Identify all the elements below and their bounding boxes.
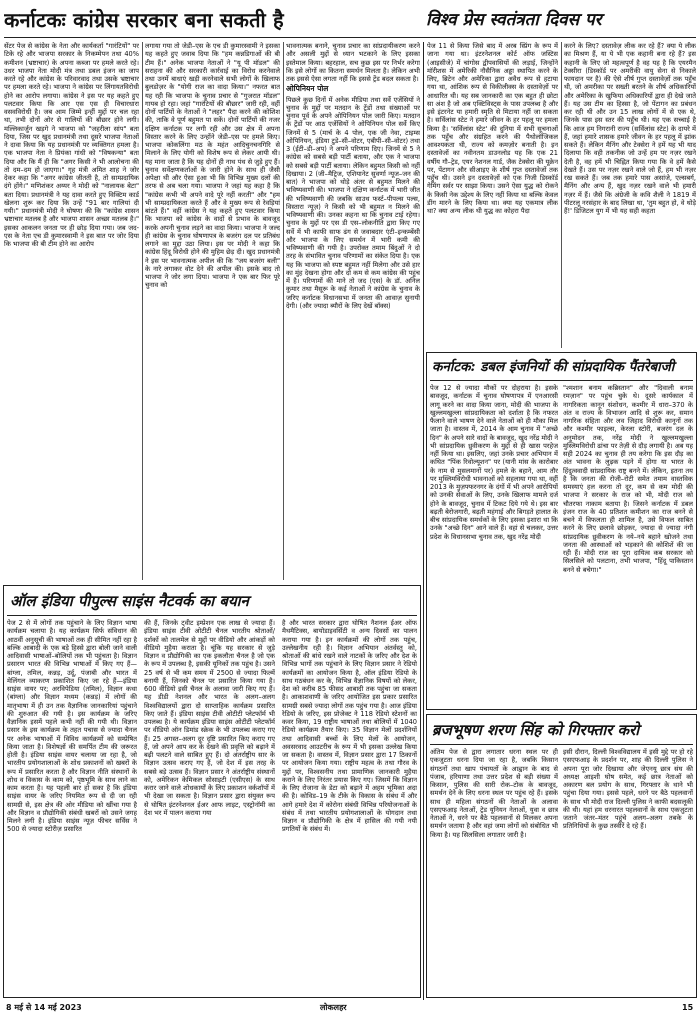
header-rule [4, 37, 696, 38]
science-network-text: पेज 2 से में लोगों तक पहुंचाने के लिए विज्ञान भाषा कार्यक्रम चलाया है। यह कार्यक्रम सिर्फ संविधान की आठवीं अनुसूची की भाषाओं तक ही सीमित नहीं रहा है बल्कि आबादी के एक बड़े हिस्से द्वारा बोली जाने वाली आदिवासी भाषाओं–बोलियों तक भी पहुंचता है। विज्ञान प्रसारण भारत की विभिन्न भाषाओं में किए गए हैं—बांग्ला, तमिल, कन्नड़, उर्दू, पंजाबी और भारत में मेलिंगल व्याकरण प्रकाशित किए जा रहे हैं—इंडिया साइंस वायर पर; अरविपेडिया (तमिल), विज्ञान कथा (बांग्ला) और विज्ञान मध्यम (कन्नड़) में लोगों की मातृभाषा में ही उन तक वैज्ञानिक जानकारियां पहुंचाने की शुरुआत की गयी है। इस कार्यक्रम के जरिए वैज्ञानिक इसमें पहले कभी नहीं की गयी थी। विज्ञान प्रसार के इस कार्यक्रम के तहत पचास से ज्यादा चैनल पर अनेक भाषाओं में विविध कार्यक्रमों को सम्प्रेषित किया जाता है। विशेषज्ञों की समर्पित टीम की जरूरत होती है। इंडिया साइंस वायर चलाया जा रहा है, जो भारतीय प्रयोगशालाओं के शोध प्रकाशनों को खबरों के रूप में प्रसारित करता है और विज्ञान नीति संस्थानों के शोध व विकास के काम को, पृष्ठभूमि के साथ लाने का काम करता है। यह पहली बार हो सका है कि इंडिया साइंस वायर के जरिए नियमित रूप से दी जा रही सामग्री से, इस क्षेत्र की ओर मीडिया को खींचा गया है और विज्ञान व प्रौद्योगिकी संबंधी खबरों को उसने जगह मिलने लगी है। इंडिया साइंस न्यूज़ फीचर सर्विस ने 500 से ज्यादा स्टोरीज़ प्रसारित [7, 619, 137, 834]
double-engine-col-1 [430, 384, 558, 706]
brijbhushan-text: अंतिम पेज से द्वारा लगातार धरना स्थल पर ही एकजुटता धरना दिया जा रहा है, जबकि किसान संगठनों तथा खाप पंचायतों के आह्वान के बाद से पंजाब, हरियाणा तथा उत्तर प्रदेश से बड़ी संख्या में किसान, पुलिस की सारी रोक–टोक के बावजूद, समर्थन देने के लिए धरना स्थल पर पहुंच रहे हैं। इसके साथ ही महिला संगठनों की नेताओं के अलावा एसएफआइ नेताओं, ट्रेड यूनियन नेताओं, युवा व छात्र नेताओं ने, धरने पर बैठे पहलवानों से मिलकर अपना समर्थन जताया है और वहां जमा लोगों को संबोधित भी किया है। यह सिलसिला लगातार जारी है। [430, 748, 558, 839]
section-heading: ओपिनियन पोल [286, 84, 329, 94]
press-freedom-headline: विश्व प्रेस स्वतंत्रता दिवस पर [426, 10, 602, 30]
press-freedom-text: करने के लिए? दस्तावेज़ लीक कर रहे हैं? क्या ये लीक का मिश्रण हैं, या ये भी एक कहानी बना रहे हैं? इस कहानी के लिए जो महत्वपूर्ण है वह यह है कि एयरमैन टेक्सीरा (डिस्कॉर्ड पर अमरीकी वायु सेना से निकाले फायदान पर है) की ऐसे शीर्ष गुप्त दस्तावेज़ों तक पहुँच थी, जो अमरीका पर सख्ती बरतने के शीर्ष अधिकारियों और अमेरिका के खुफिया अधिकारियों द्वारा ही देखे जाते हैं। यह उस टीम का हिस्सा है, जो पेंटागन का प्रबंधन कर रही थी और उन 15 लाख लोगों में से एक थे, जिनके पास इस स्तर की पहुँच थी। यह एक सच्चाई है कि आज हम निगरानी राज्य (सर्विलांस स्टेट) के दायरे में हैं, जहां हमारे शासक हमारे जीवन के हर पहलू में झांक सकते हैं। लेकिन मैनिंग और टेक्सेरा ने हमें यह भी याद दिलाया कि वही तकनीक जो उन्हें हम पर नज़र रखने देती है, वह हमें भी चिह्नित किया गया कि वे हमें कैसे देखते हैं। उस पर नज़र रखने वाले जो हैं, हम भी नज़र रख सकते हैं। जब तक हमारे पास असांजे, एल्सबर्ग, मैनिंग और अन्य हैं, खुद नज़र रखने वाले भी हमारी नज़र में हैं। जैसे कि अंग्रेजी के कवि शैली ने 1819 में पीटरलू नरसंहार के बाद लिखा था, 'तुम बहुत हो, वे थोड़े हैं!' डिजिटल युग में भी यह सही कहता [564, 42, 696, 215]
column-divider [283, 42, 284, 580]
karnataka-article-col-3 [286, 42, 420, 580]
science-network-col-1 [7, 619, 137, 994]
double-engine-text: "श्मशान बनाम कब्रिस्तान" और "दिवाली बनाम रमज़ान" पर पहुंच चुके थे। दूसरे कार्यकाल में नागरिकता कानून संशोधन, कश्मीर में धारा–370 के अंत व राज्य के विभाजन आदि से शुरू कर, समान नागरिक संहिता और लव जिहाद विरोधी कानूनों तक और कश्मीर फाइल्स, केरला स्टोरी, बजरंग दल के अनुमोदन तक, नरेंद्र मोदी ने खुल्लमखुल्ला मुस्लिमविरोधी ढांचा पर तेज़ी से दौड़ लगायी है। अब यह सही 2024 का चुनाव ही तय करेगा कि इस दौड़ का अंत भावना के लुढ़क पड़ने में होगा या भारत के हिंदुत्ववादी सांप्रदायिक राष्ट्र बनने में। लेकिन, इतना तय है कि जनता की रोजी–रोटी समेत तमाम वास्तविक समस्याएं हल करना तो दूर, कम से कम मोदी की भाजपा ने सरकार के राज को भी, मोदी राज को चौतरफा नाकाम बताया है। जिसने कर्नाटक में डबल इंजन राज के 40 प्रतिशत कमीशन का राज बनने से बचने में विफलता ही शामिल है, उसे विफल साबित करने के लिए छलावे छोड़कर, ज्यादा से ज्यादा नंगी सांप्रदायिक ध्रुवीकरण के नये–नये बहाने खोजने तथा जनता की आस्थाओं को भड़काने की कोशिशें की जा रही हैं। मोदी राज का पूरा दायित्व कब सरकार को सिलसिले को पलटाना, तभी भाजपा, "हिंदू पाकिस्तान बनने से बचेगा।" [563, 384, 693, 574]
box-title-rule [7, 615, 417, 616]
karnataka-article-text: लगाया गया तो जेडी–एस के एच डी कुमारस्वामी ने इसका यह कहते हुए जवाब दिया कि "हम कन्नडिगाओं की बी टीम हैं।" अनेक भाजपा नेताओं ने "यू पी मॉडल" की सराहना की और सरकारी कार्रवाई का विरोध करनेवाले तथा उनमें बाधाएं खड़ी करनेवाले सभी लोगों के खिलाफ बुलडोज़र के "योगी राज का वादा किया।" नफरत बात यह रही कि भाजपा के चुनाव प्रचार से "गुजरात मॉडल" गायब हो रहा। जहां "गारंटियों की बौछार" जारी रही, वहीं दोनों पार्टियों के नेताओं ने "लहर" पैदा करने की कोशिश की, ताकि वे पूर्ण बहुमत पा सकें। दोनों पार्टियों की नजर दक्षिण कर्नाटक पर लगी रही और उस क्षेत्र में अपना विस्तार करने के लिए उन्होंने जेडी–एस पर हमले किए। भाजपा कोकलिंगा मठ के महंत आदिचुनचनगिरि से मिलाने के लिए योगी को विशेष रूप से लेकर आयी थी। यह माना जाता है कि यह दोनों ही नाथ पंथ से जुड़े हुए हैं। चुनाव सर्वेक्षणकर्ताओं के जारी होने के साथ ही जैसी अपेक्षा थी और ऐसा हुआ भी कि विभिन्न मुख्य दलों की तरफ से अब चला गया। भाजपा ने जहां यह कहा है कि "कांग्रेस कभी भी अपने वादे पूरे नहीं करती" और "हम भी साम्प्रदायिकता करते हैं और वे मुख्य रूप से रेवड़ियां बांटते हैं।" वहीं कांग्रेस ने यह कहते हुए पलटवार किया कि भाजपा को कांग्रेस के वादों से प्रभाव के बावजूद करके अपनी चुनाव लड़ने का वादा किया। भाजपा ने जल्द ही कांग्रेस के चुनाव घोषणापत्र के बजरंग दल पर प्रतिबंध लगाने का मुद्दा उठा लिया। इस पर मोदी ने कहा कि कांग्रेस हिंदू विरोधी होने की मुहिम छेड़ दी। खुद प्रधानमंत्री ने इस पर भावनात्मक अपील की कि "जय बजरंग बली" के नारे लगाकर वोट देने की अपील की। इसके बाद तो भाजपा ने जोर लगा दिया। भाजपा ने एक बार फिर पूरे चुनाव को [145, 42, 280, 290]
page-footer [0, 1000, 700, 1015]
science-network-title: ऑल इंडिया पीपुल्स साइंस नैटवर्क का बयान [10, 592, 249, 610]
science-network-col-2 [144, 619, 275, 994]
box-title-rule [430, 744, 693, 745]
section-divider [423, 42, 424, 1000]
science-network-col-3 [282, 619, 417, 994]
karnataka-article-text: पिछले कुछ दिनों में अनेक मीडिया तथा सर्वे एजेंसियों ने चुनाव के मुद्दों पर मतदान के ट्रेंडों तथा संख्याओं पर चुनाव पूर्व के अपने ओपिनियन पोल जारी किए। मतदान के ट्रेंडों पर आठ एजेंसियों ने ओपिनियन पोल सर्वे किए जिनमें से 5 (मार्च के 4 पोल, एक जी नेवा, टाइम्स ओपिनियन, इंडिया टुडे–सी–वोटर, एबीपी–सी–वोटर) तथा 3 (ईटी–डी–अप) ने अपने परिणाम दिए। जिनमें से 5 ने कांग्रेस को सबसे बड़ी पार्टी बताया, और एक ने भाजपा को सबसे बड़ी पार्टी बताया। लेकिन बहुमत किसी को नहीं दिखाया। 2 (जी–मैट्रिज, एशियानेट सुवर्णा न्यूज–जन की बात) ने भाजपा को थोड़े अंतर से बहुमत मिलने की भविष्यवाणी की। भाजपा ने दक्षिण कर्नाटक में भारी जीत की भविष्यवाणी की जबकि साउथ फर्स्ट–पीपल्स पल्स, विस्तारा न्यूज़) ने किसी को भी बहुमत न मिलने की भविष्यवाणी की। उनका कहना था कि चुनाव टाई रहेगा। चुनाव के मुद्दों पर एस डी एस–लोकनीति द्वारा किए गए सर्वे में भी काफी साफ ढंग से जवाबदार एंटी–इन्कम्बेंसी और भाजपा के लिए समर्थन में भारी कमी की भविष्यवाणी की गयी है। उपरोक्त तमाम बिंदुओं ने दो तरह के संभावित चुनाव परिणामों का संकेत दिया है। एक यह कि भाजपा को स्पष्ट बहुमत नहीं मिलेगा और उसे हार का मुंह देखना होगा और दो कम से कम कांग्रेस की पहुंच में है। परिणामों की माने तो जद (एस) के डॉ. अनिल कुमार तथा मैसूरू के कई नेताओं ने कांग्रेस के चुनाव के जरिए कर्नाटक विधानसभा में जनता की आवाज़ सुनायी देगी। (और ज्यादा ब्यौरों के लिए देखें बॉक्स) [286, 95, 420, 310]
press-freedom-text: पेज 11 से किया जिसे बाद में अरब स्प्रिंग के रूप में जाना गया था। इंटरनेशनल कोर्ट ऑफ जस्टिस (आइसीजे) में चांगोस द्वीपवासियों की लड़ाई, जिन्होंने मॉरीशस में अमेरिकी नौसैनिक अड्डा स्थापित करने के लिए, ब्रिटेन और अमेरिका द्वारा अवैध रूप से हटाया गया था, आंशिक रूप से विकीलीक्स के दस्तावेज़ों पर आधारित थी। यह सब जानकारी का एक बहुत ही छोटा सा अंश है जो अब एक्टिविस्ट्स के पास उपलब्ध है और इसे इंटरनेट या हमारी स्मृति से मिटाया नहीं जा सकता है। सर्विलांस स्टेट ने हमारे जीवन के हर पहलू पर हमला किया है। 'सर्विलांस स्टेट' की दुनिया में सभी सूचनाओं तक पहुँच और संग्रहित करने की पैथोलॉजिकल आवश्यकता थी, राज्य को कमज़ोर बनाती है। इन दस्तावेजों का नवीनतम डाउनलोड यह कि एक 21 वर्षीय गौ–ट्रेड, एयर नेशनल गार्ड, जैक टेक्सेरा की यूक्रेन पर, पेंटागन और सीआइए के शीर्ष गुप्त दस्तावेजों तक पहुँच थी। उसने इन दस्तावेज़ों को एक निजी डिस्कॉर्ड गेमिंग सर्वर पर साझा किया। उसने ऐसा युद्ध को रोकने के किसी नेक उद्देश्य के लिए नहीं किया था बल्कि केवल डींग मारने के लिए किया था। क्या यह एकमात्र लीक था? क्या अन्य लीक थी युद्ध का कोहरा पैदा [427, 42, 558, 215]
brijbhushan-text: इसी दौरान, दिल्ली विश्वविद्यालय में इसी मुद्दे पर हो रहे एसएफआइ के प्रदर्शन पर, शाह की दिल्ली पुलिस ने अपना पूरा जोर दिखाया और जेएनयू छात्र संघ की अध्यक्ष आइशी घोष समेत, कई छात्र नेताओं को अकारण बल प्रयोग के साथ, गिरफ्तार के थाने भी पहुंचा दिया गया। इससे पहले, धरने पर बैठे पहलवानों के साथ भी मोदी राज दिल्ली पुलिस ने काफी बदसलूकी की थी। यहां हम धरनारत पहलवानों के साथ एकजुटता जताने जंतर–मंतर पहुंचे अलग–अलग तबके के प्रतिनिधियों के कुछ तस्वीरें दे रहे हैं। [563, 748, 693, 831]
main-headline: कर्नाटकः कांग्रेस सरकार बना सकती है [4, 8, 284, 32]
column-divider [561, 42, 562, 348]
science-network-text: की हैं, जिनके ट्वीट इम्प्रेशन एक लाख से ज्यादा हैं। इंडिया साइंस टीवी ओटीटी चैनल भारतीय श्रोताओं/दर्शकों को तालमेल से मुद्दों पर वीडियो और आंकड़ों को वीडियो मुहैया कराता है। चूंकि यह सरकार से जुड़े विज्ञान व प्रौद्योगिकी का एक इकलौता चैनल है जो एक के रूप में उपलब्ध है, इसकी यूनिकों तक पहुंच है। उसने 25 वर्ष से भी कम समय में 2500 से ज्यादा फिल्में बनायी हैं, जिनको चैनल पर प्रसारित किया गया है। 600 वीडियो इसी चैनल के अलावा जारी किए गए हैं। यह डीडी नेशनल और भारत के अलग–अलग विश्वविद्यालयों द्वारा दो साप्ताहिक कार्यक्रम प्रसारित किए जाते हैं। इंडिया साइंस टीवी ओटीटी प्लेटफॉर्म भी उपलब्ध है। ये कार्यक्रम इंडिया साइंस ओटीटी प्लेटफॉर्म पर वीडियो ऑन डिमांड स्क्रेक के भी उपलब्ध कराए गए हैं। 25 अगस्त–अलग दूर दृष्टि प्रसारित किए कराए गए हैं, जो अपने आप कर के देखने की प्रवृत्ति को बढ़ाने में बढ़ी पलटने वाले साबित हुए हैं। दो अंतर्राष्ट्रीय सार के विज्ञान उत्सव कराए गए हैं, जो देश में इस तरह के सबसे बड़े उत्सव हैं। विज्ञान प्रसार ने अंतर्राष्ट्रीय संस्थानों को, अमेरिकन केमिकल सोसाइटी (एसीएस) के साथ करार जाने वाले शोधकार्यों के लिए प्रकाशन वर्कशॉपों में भी देखा जा सकता है। विज्ञान प्रसार द्वारा संयुक्त रूप से घोषित इंटरनेशनल ईअर आफ लाइट, एस्ट्रोनॉमी का देश भर में पालन कराया गया [144, 619, 275, 817]
footer-publication: लोकलहर [320, 1003, 347, 1012]
double-engine-col-2 [563, 384, 693, 706]
press-freedom-col-2 [564, 42, 696, 348]
karnataka-article-col-2 [145, 42, 280, 580]
footer-date: 8 मई से 14 मई 2023 [6, 1003, 82, 1012]
karnataka-article-text: भावनात्मक बनाने, चुनाव प्रचार का सांप्रदायीकरण करने और असली मुद्दों से ध्यान भटकाने के लिए इसका इस्तेमाल किया। बहरहाल, सच कुछ इस पर निर्भर करेगा कि इसे लोगों का कितना समर्थन मिलता है। लेकिन अभी तक इससे ऐसा लगता नहीं कि इससे ट्रेंड बदल सकता है। [286, 42, 420, 83]
press-freedom-col-1 [427, 42, 558, 348]
double-engine-text: पेज 12 से ज्यादा मौकों पर दोहराया है। इसके बावजूद, कर्नाटक में चुनाव घोषणापत्र में एनआरसी लागू करने का वादा किया जाना, मोदी की भाजपा के खुल्लमखुल्ला सांप्रदायिकता को दर्शाता है कि नफरत फैलाने वाले भाषण देने वाले नेताओं को ही मौका मिल जाता है। वास्तव में, 2014 के आम चुनाव में "अच्छे दिन" के अपने सारे वादों के बावजूद, खुद नरेंद्र मोदी ने भी सांप्रदायिक ध्रुवीकरण के मुद्दों से ही खास परहेज नहीं किया था। इसलिए, जहां उनके प्रचार अभियान में कथित "पिंक रिवोल्यूशन" पर (यानी मांस के कारोबार के नाम से मुसलमानों पर) हमले के बहाने, आम तौर पर मुस्लिमविरोधी भावनाओं को सहलाया गया था, वहीं 2013 के मुज़फ्फरनगर के दंगों में भी अपने आरोपियों को उनकी सेवाओं के लिए, उनके खिलाफ मामले दर्ज होने के बावजूद, चुनाव में टिकट दिये गये थे। इस बार बढ़ती बेरोजगारी, बढ़ती महंगाई और बिगड़ते हालात के बीच सांप्रदायिक समर्थकों के लिए इसका इशारा था कि उनके "अच्छे दिन" आने वाले हैं। वहां से चलकर, उत्तर प्रदेश के विधानसभा चुनाव तक, खुद नरेंद्र मोदी [430, 384, 558, 541]
brijbhushan-title: ब्रजभूषण शरण सिंह को गिरफ्तार करो [432, 721, 640, 739]
column-divider [142, 42, 143, 580]
brijbhushan-col-2 [563, 748, 693, 994]
science-network-text: है और भारत सरकार द्वारा घोषित नैशनल ईअर ऑफ मैथमैटिक्स, बायोडाइवर्सिटी व अन्य दिवसों का पालन कराया गया है। इन कार्यक्रमों की लोगों तक पहुंच, उल्लेखनीय रही है। विज्ञान अभियान अंतर्वस्तु को, श्रोताओं की बांधे रखने वाले नाटकों के जरिए और देश के विभिन्न भागों तक पहुंचाने के लिए विज्ञान प्रसार ने रेडियो कार्यक्रमों का आयोजन किया है, ऑल इंडिया रेडियो के साथ गठबंधन कर के, विभिन्न वैज्ञानिक विषयों को लेकर, देश को करीब 85 फीसद आबादी तक पहुंचा जा सकता है। आकाशवाणी के जरिए आयोजित इस प्रकार प्रसारित सामग्री सबसे ज्यादा लोगों तक पहुंच गया है। आज इंडिया रेडियो के जरिए, इस प्रोजेक्ट ने 118 रेडियो स्टेशनों का कवर किया, 19 राष्ट्रीय भाषाओं तथा बोलियों में 1040 रेडियो कार्यक्रम तैयार किए। 35 विज्ञान मेलों प्रदर्शनियों तथा आदिवासी बच्चों के लिए मेलों के आयोजन, अवसरवाद आउटरीच के रूप में भी इसका उल्लेख किया जा सकता है। वास्तव में, विज्ञान प्रसार द्वारा 17 ठिकानों पर आयोजन किया गया। राष्ट्रीय महत्व के तथा गौरव के मुद्दों पर, विश्वसनीय तथा प्रामाणिक जानकारी मुहैया कराने के लिए निरंतर प्रयास किए गए। जिसमें कि विज्ञान के लिए रोजाना के डेटा को बढ़ाने में अहम भूमिका अदा की है। कोविड–19 के टीके के विकास के संबंध में और आगे हमारे देश में कोरोना संबंधी विभिन्न परियोजनाओं के संबंध में तथा भारतीय प्रयोगशालाओं के योगदान तथा विज्ञान व प्रौद्योगिकी के क्षेत्र में हासिल की गयी नयी प्रगतियों के संबंध में। [282, 619, 417, 834]
brijbhushan-col-1 [430, 748, 558, 994]
box-title-rule [430, 380, 693, 381]
double-engine-title: कर्नाटक: डबल इंजनियों की सांप्रदायिक पैंतरेबाजी [432, 359, 675, 375]
karnataka-article-text: सेंटर पेज से कांग्रेस के नेता और कार्यकर्ता "गारंटियों" पर टिके रहे और भाजपा सरकार के निकम्मेपन तथा 40% कमीशन (भ्रष्टाचार) के अपना कब्जा पर हमले करते रहे। उधर भाजपा नेता मोदी मंत्र तथा डबल इंजन का जाप करते रहे और कांग्रेस के परिवारवाद तथा उसके भ्रष्टाचार पर हमला करते रहे। भाजपा ने कांग्रेस पर लिंगायतविरोधी होने का आरोप लगाया। कांग्रेस ने इस पर यह कहते हुए पलटवार किया कि आर एस एस ही विचारधारा वसवविरोधी है। जब आम जिम्मे इन्हीं मुद्दों पर चल रहा था, तभी दोनों ओर से गालियों की बौछार होने लगी। मल्लिकार्जुन खड़गे ने भाजपा को "जहरीला सांप" बता दिया, जिस पर खुद प्रधानमंत्री तथा दूसरे भाजपा नेताओं ने दावा किया कि यह प्रधानमंत्री पर व्यक्तिगत हमला है। एक भाजपा नेता ने प्रियंका गांधी को "विषकन्या" बता दिया और कि मैं ही कि "अगर किसी ने भी आलोचना की तो दम–दम हो जाएगा।" गृह मंत्री अमित शाह ने जोर देकर कहा कि "अगर कांग्रेस जीतती है, तो साम्प्रदायिक दंगे होंगे।" मणिशंकर अय्यर ने मोदी को "नालायक बेटा" बता दिया। प्रधानमंत्री ने यह दावा करते हुए विक्टिम कार्ड खेलना शुरू कर दिया कि उन्हें "91 बार गालियां दी गयी।" प्रधानमंत्री मोदी ने घोषणा की कि "कांग्रेस शासन भ्रष्टाचार मतलब है और भाजपा शासन अच्छा मतलब है।" इसका आकलन जनता पर ही छोड़ दिया गया। जब जद-एस के नेता एच डी कुमारस्वामी ने इस बात पर जोर दिया कि भाजपा की बी टीम होने का आरोप [4, 42, 139, 248]
footer-page-number: 15 [682, 1003, 694, 1012]
karnataka-article-col-1 [4, 42, 139, 580]
